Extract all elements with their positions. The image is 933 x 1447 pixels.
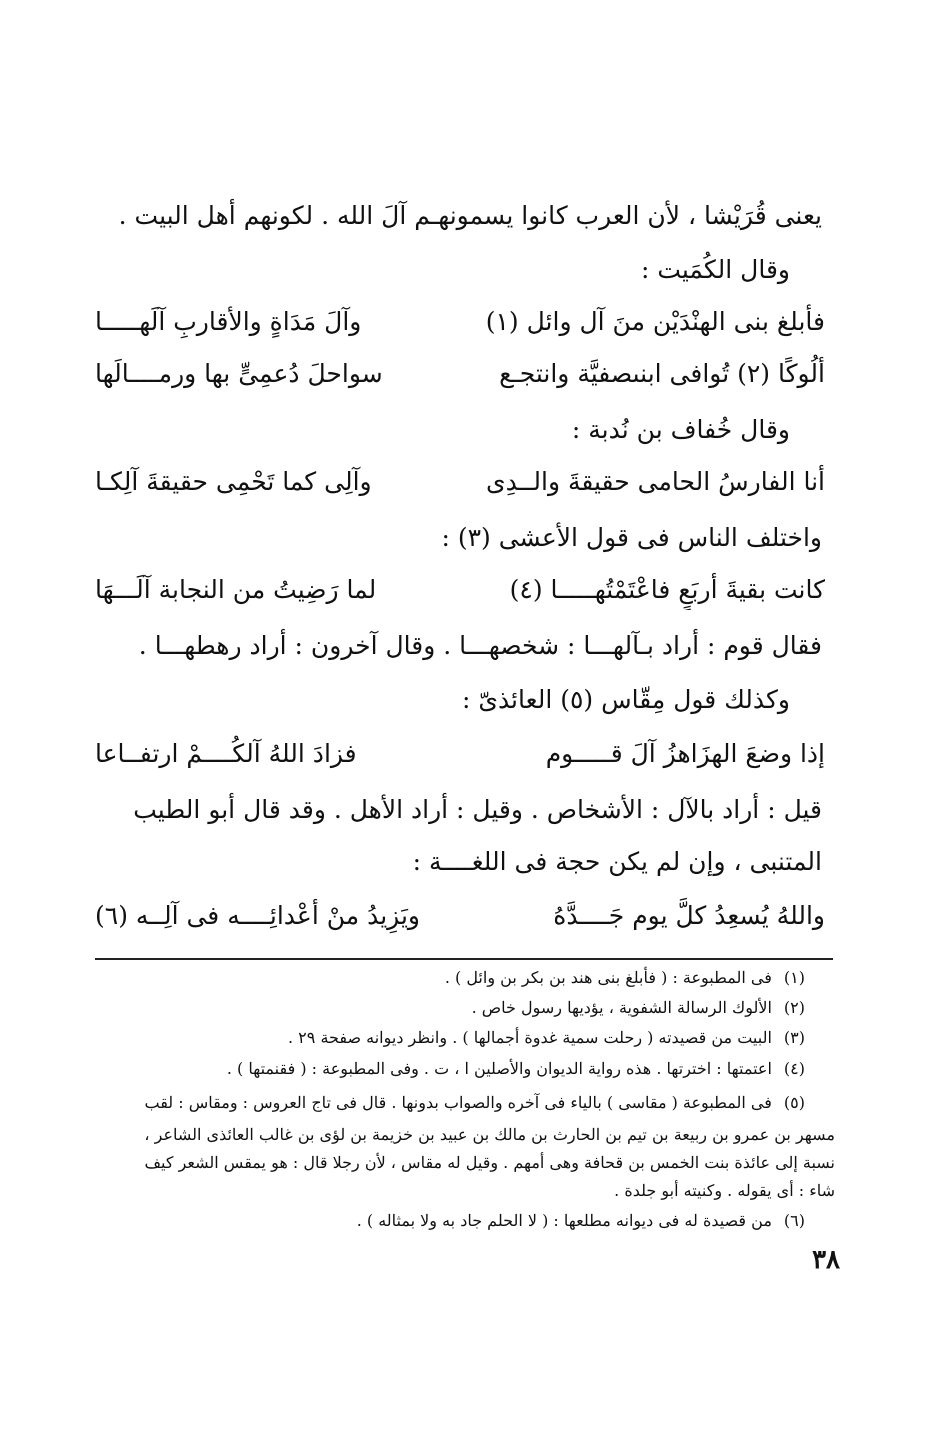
footnote-text: اعتمتها : اخترتها . هذه رواية الديوان والأصلين ا ، ت . وفى المطبوعة : ( فقنمتها ) . xyxy=(226,1059,772,1078)
footnote-continuation: مسهر بن عمرو بن ربيعة بن تيم بن الحارث بن مالك بن عبيد بن خزيمة بن لؤى بن غالب العائذى الشاعر ، xyxy=(144,1125,835,1144)
footnote-text: فى المطبوعة : ( فأبلغ بنى هند بن بكر بن وائل ) . xyxy=(444,968,772,987)
verse-second-hemistich: لما رَضِيتُ من النجابة آلَـــهَا xyxy=(95,575,377,604)
footnote-number: (١) xyxy=(783,968,805,987)
body-line: فقال قوم : أراد بـآلهـــا : شخصهـــا . وقال آخرون : أراد رهطهـــا . xyxy=(138,631,822,660)
body-line: وقال الكُمَيت : xyxy=(640,255,790,284)
footnote xyxy=(100,1025,805,1051)
verse-second-hemistich: سواحلَ دُعمِىٍّ بها ورمــــالَها xyxy=(95,359,383,388)
verse-line xyxy=(95,354,825,394)
footnote xyxy=(100,1208,805,1234)
footnote xyxy=(100,1090,805,1116)
body-line: وقال خُفاف بن نُدبة : xyxy=(571,415,790,444)
footnote-number: (٤) xyxy=(783,1059,805,1078)
footnote-number: (٦) xyxy=(783,1211,805,1230)
verse-first-hemistich: أنا الفارسُ الحامى حقيقةَ والــدِى xyxy=(486,467,825,496)
footnote-number: (٢) xyxy=(783,998,805,1017)
footnote-number: (٥) xyxy=(783,1093,805,1112)
body-line: قيل : أراد بالآل : الأشخاص . وقيل : أراد الأهل . وقد قال أبو الطيب xyxy=(133,795,822,824)
footnote-text: الألوك الرسالة الشفوية ، يؤديها رسول خاص . xyxy=(471,998,772,1017)
body-line: واختلف الناس فى قول الأعشى (٣) : xyxy=(441,523,822,552)
body-line: المتنبى ، وإن لم يكن حجة فى اللغــــة : xyxy=(412,847,822,876)
body-line: وكذلك قول مِقّاس (٥) العائذىّ : xyxy=(462,685,790,714)
verse-line xyxy=(95,896,825,936)
verse-line xyxy=(95,462,825,502)
footnote-text: من قصيدة له فى ديوانه مطلعها : ( لا الحلم جاد به ولا بمثاله ) . xyxy=(356,1211,772,1230)
footnote xyxy=(100,1056,805,1082)
verse-first-hemistich: كانت بقيةَ أربَعٍ فاعْتَمْتُهـــــا (٤) xyxy=(509,575,825,604)
body-line: يعنى قُرَيْشا ، لأن العرب كانوا يسمونهـم آلَ الله . لكونهم أهل البيت . xyxy=(118,201,822,230)
footnote xyxy=(100,965,805,991)
verse-first-hemistich: ألُوكًا (٢) تُوافى ابنىصفيَّة وانتجـع xyxy=(499,359,825,388)
footnote-continuation: نسبة إلى عائذة بنت الخمس بن قحافة وهى أمهم . وقيل له مقاس ، لأن رجلا قال : هو يمقس الشعر كيف xyxy=(144,1153,835,1172)
verse-line xyxy=(95,734,825,774)
footnote-text: فى المطبوعة ( مقاسى ) بالياء فى آخره والصواب بدونها . قال فى تاج العروس : ومقاس : لقب xyxy=(144,1093,772,1112)
footnote-divider xyxy=(95,958,833,960)
footnote-number: (٣) xyxy=(783,1028,805,1047)
verse-first-hemistich: واللهُ يُسعِدُ كلَّ يوم جَــــدَّهُ xyxy=(553,901,825,930)
footnote-text: البيت من قصيدته ( رحلت سمية غدوة أجمالها ) . وانظر ديوانه صفحة ٢٩ . xyxy=(288,1028,772,1047)
page-number: ٣٨ xyxy=(812,1245,840,1275)
verse-line xyxy=(95,570,825,610)
verse-line xyxy=(95,302,825,342)
verse-second-hemistich: وآلَ مَدَاةٍ والأقاربِ آلَهـــــا xyxy=(95,307,362,336)
verse-first-hemistich: فأبلغ بنى الهنْدَيْن منَ آل وائل (١) xyxy=(485,307,825,336)
footnote xyxy=(100,995,805,1021)
verse-second-hemistich: وآلِى كما تَحْمِى حقيقةَ آلِكـا xyxy=(95,467,372,496)
verse-first-hemistich: إذا وضعَ الهزَاهزُ آلَ قـــــوم xyxy=(545,739,825,768)
verse-second-hemistich: ويَزِيدُ منْ أعْدائِــــه فى آلِــه (٦) xyxy=(95,901,421,930)
footnote-continuation: شاء : أى يقوله . وكنيته أبو جلدة . xyxy=(614,1181,835,1200)
verse-second-hemistich: فزادَ اللهُ آلكُــــمْ ارتفــاعا xyxy=(95,739,357,768)
